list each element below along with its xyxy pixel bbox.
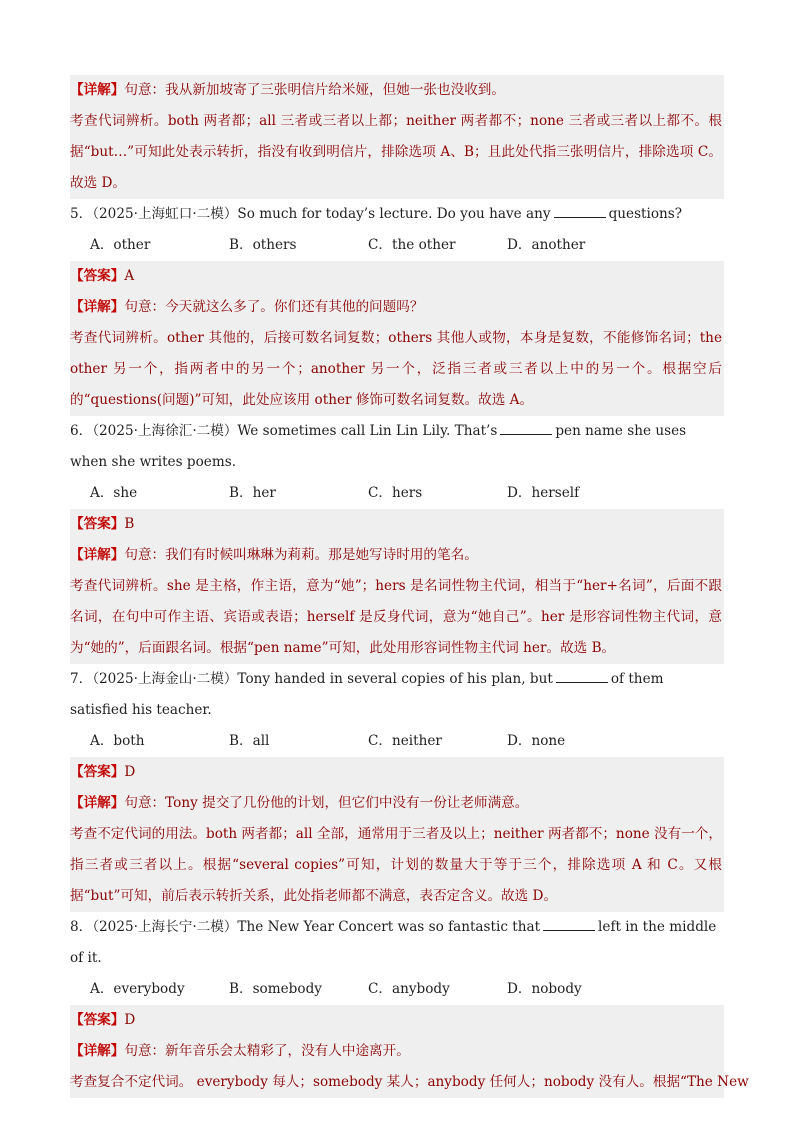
answer-value: B — [124, 516, 135, 532]
q6-stem — [70, 416, 724, 478]
q8-options — [70, 974, 724, 1005]
q6-blank — [500, 421, 552, 435]
answer-tag: 【答案】 — [70, 764, 125, 780]
answer-value: D — [124, 764, 136, 780]
q5-detail-line — [70, 292, 724, 323]
q8-stem — [70, 912, 724, 974]
q5-stem-suffix: questions? — [608, 206, 683, 222]
detail-text: 句意：我从新加坡寄了三张明信片给米娅，但她一张也没收到。 — [124, 82, 505, 98]
q6-detail-line — [70, 540, 724, 571]
q5-stem-prefix: 5．（2025·上海虹口·二模）So much for today’s lecture. Do you have any — [70, 206, 551, 222]
option-c: C．the other — [368, 237, 456, 253]
answer-value: D — [124, 1012, 136, 1028]
detail-text: 句意：今天就这么多了。你们还有其他的问题吗？ — [124, 299, 424, 315]
q5-answer-line — [70, 261, 724, 292]
option-b: B．her — [229, 485, 276, 501]
q7-blank — [556, 669, 608, 683]
option-d: D．none — [507, 733, 566, 749]
q7-analysis: 考查不定代词的用法。both 两者都；all 全部，通常用于三者及以上；neither 两者都不；none 没有一个，指三者或三者以上。根据“several copies”可知，计划的数量大于等于三个，排除选项 A 和 C。又根据“but”可知，前后表示转折关系，此处指老师都不满意，表否定含义。故选 D。 — [70, 826, 722, 904]
option-b: B．others — [229, 237, 297, 253]
q8-blank — [543, 917, 595, 931]
detail-tag: 【详解】 — [70, 547, 125, 563]
q5-options — [70, 230, 724, 261]
option-d: D．nobody — [507, 981, 582, 997]
q7-detail-line — [70, 788, 724, 819]
q7-options — [70, 726, 724, 757]
q4-analysis: 考查代词辨析。both 两者都；all 三者或三者以上都；neither 两者都不；none 三者或三者以上都不。根据“but…”可知此处表示转折，指没有收到明信片，排除选项 A、B；且此处代指三张明信片，排除选项 C。故选 D。 — [70, 113, 722, 191]
answer-tag: 【答案】 — [70, 516, 125, 532]
q5-solution-block — [70, 261, 724, 416]
option-a: A．she — [90, 485, 138, 501]
detail-tag: 【详解】 — [70, 795, 125, 811]
answer-value: A — [124, 268, 135, 284]
q5-stem — [70, 199, 724, 230]
q6-analysis: 考查代词辨析。she 是主格，作主语，意为“她”；hers 是名词性物主代词，相当于“her+名词”，后面不跟名词，在句中可作主语、宾语或表语；herself 是反身代词，意为“她自己”。her 是形容词性物主代词，意为“她的”，后面跟名词。根据“pen name”可知，此处用形容词性物主代词 her。故选 B。 — [70, 578, 722, 656]
q7-stem — [70, 664, 724, 726]
q7-stem-prefix: 7．（2025·上海金山·二模）Tony handed in several copies of his plan, but — [70, 671, 553, 687]
detail-text: 句意：Tony 提交了几份他的计划，但它们中没有一份让老师满意。 — [124, 795, 529, 811]
option-a: A．other — [90, 237, 151, 253]
q5-blank — [554, 204, 606, 218]
option-b: B．all — [229, 733, 270, 749]
detail-text: 句意：新年音乐会太精彩了，没有人中途离开。 — [124, 1043, 410, 1059]
option-c: C．hers — [368, 485, 423, 501]
q8-solution-block — [70, 1005, 749, 1098]
option-d: D．another — [507, 237, 586, 253]
detail-tag: 【详解】 — [70, 82, 125, 98]
detail-tag: 【详解】 — [70, 299, 125, 315]
detail-text: 句意：我们有时候叫琳琳为莉莉。那是她写诗时用的笔名。 — [124, 547, 478, 563]
q8-answer-line — [70, 1005, 724, 1036]
q8-stem-prefix: 8．（2025·上海长宁·二模）The New Year Concert was so fantastic that — [70, 919, 541, 935]
detail-tag: 【详解】 — [70, 1043, 125, 1059]
answer-tag: 【答案】 — [70, 268, 125, 284]
q4-detail-line — [70, 75, 724, 106]
q4-explanation-block — [70, 75, 724, 199]
q6-stem-suffix: pen name she uses when she writes poems. — [70, 423, 687, 470]
q5-analysis: 考查代词辨析。other 其他的，后接可数名词复数；others 其他人或物，本身是复数，不能修饰名词；the other 另一个，指两者中的另一个；another 另一个，泛指三者或三者以上中的另一个。根据空后的“questions(问题)”可知，此处应该用 other 修饰可数名词复数。故选 A。 — [70, 330, 722, 408]
q7-solution-block — [70, 757, 724, 912]
q8-detail-line — [70, 1036, 724, 1067]
q7-answer-line — [70, 757, 724, 788]
option-d: D．herself — [507, 485, 580, 501]
option-c: C．neither — [368, 733, 442, 749]
q6-answer-line — [70, 509, 724, 540]
option-b: B．somebody — [229, 981, 322, 997]
document-content — [70, 75, 749, 1098]
option-a: A．everybody — [90, 981, 185, 997]
option-c: C．anybody — [368, 981, 450, 997]
q8-stem-suffix: left in the middle of it. — [70, 919, 717, 966]
q6-options — [70, 478, 724, 509]
q6-stem-prefix: 6．（2025·上海徐汇·二模）We sometimes call Lin Lin Lily. That’s — [70, 423, 498, 439]
q7-stem-suffix: of them satisfied his teacher. — [70, 671, 664, 718]
q6-solution-block — [70, 509, 724, 664]
q8-analysis: 考查复合不定代词。 everybody 每人；somebody 某人；anybody 任何人；nobody 没有人。根据“The New — [70, 1074, 749, 1090]
option-a: A．both — [90, 733, 145, 749]
answer-tag: 【答案】 — [70, 1012, 125, 1028]
